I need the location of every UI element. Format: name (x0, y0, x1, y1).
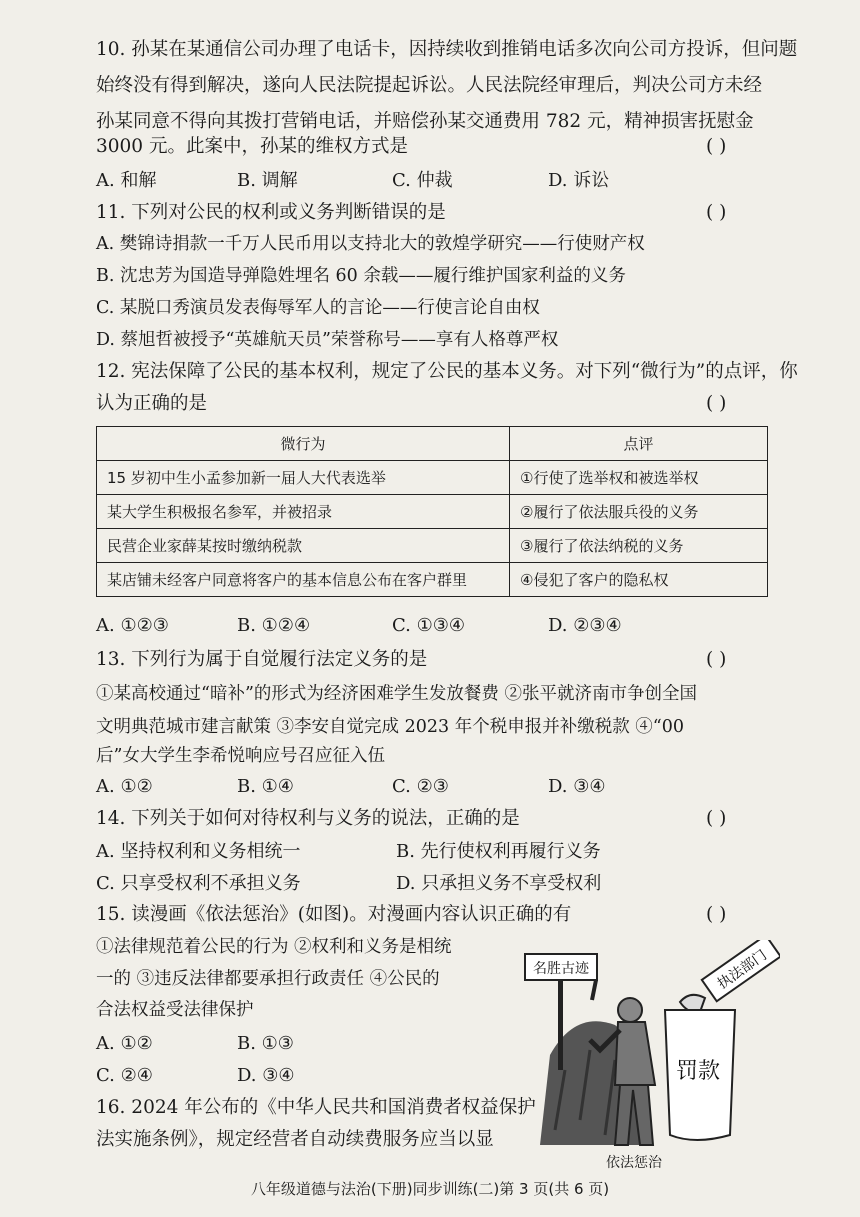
q11-choice: C. 某脱口秀演员发表侮辱军人的言论——行使言论自由权 (96, 298, 540, 318)
answer-paren: ( ) (706, 202, 727, 223)
option-d: D. ③④ (548, 776, 606, 797)
table-row (97, 529, 768, 563)
page-footer: 八年级道德与法治(下册)同步训练(二)第 3 页(共 6 页) (250, 1180, 610, 1198)
table-cell: 某店铺未经客户同意将客户的基本信息公布在客户群里 (97, 563, 510, 597)
chisel (592, 980, 596, 1000)
q15-line: 一的 ③违反法律都要承担行政责任 ④公民的 (96, 969, 440, 989)
table-header-row (97, 427, 768, 461)
option-a: A. 和解 (96, 170, 157, 191)
table-cell: 某大学生积极报名参军，并被招录 (97, 495, 510, 529)
option-a: A. ①②③ (96, 615, 169, 636)
q13-line: ①某高校通过“暗补”的形式为经济困难学生发放餐费 ②张平就济南市争创全国 (96, 684, 697, 704)
q12-line: 认为正确的是 (96, 393, 208, 414)
option-c: C. 仲裁 (392, 170, 453, 191)
option-d: D. ③④ (237, 1065, 295, 1086)
table-cell: ③履行了依法纳税的义务 (510, 529, 768, 563)
q16-line: 16. 2024 年公布的《中华人民共和国消费者权益保护 (96, 1097, 536, 1118)
sign-post (558, 980, 563, 1070)
option-a: A. 坚持权利和义务相统一 (96, 841, 301, 862)
table-row (97, 495, 768, 529)
answer-paren: ( ) (706, 649, 727, 670)
law-enforcement-cartoon (520, 940, 780, 1175)
answer-paren: ( ) (706, 393, 727, 414)
q16-line: 法实施条例》，规定经营者自动续费服务应当以显 (96, 1129, 494, 1150)
q11-choice: D. 蔡旭哲被授予“英雄航天员”荣誉称号——享有人格尊严权 (96, 330, 559, 350)
fine-text: 罚款 (675, 1059, 721, 1084)
table-cell: ①行使了选举权和被选举权 (510, 461, 768, 495)
table-header: 微行为 (97, 427, 510, 461)
option-b: B. ①②④ (237, 615, 311, 636)
q10-line: 3000 元。此案中，孙某的维权方式是 (96, 136, 408, 157)
option-b: B. 调解 (237, 170, 298, 191)
sleeve-text: 执法部门 (714, 947, 770, 993)
option-b: B. ①③ (237, 1033, 294, 1054)
option-d: D. 只承担义务不享受权利 (396, 873, 602, 894)
option-c: C. 只享受权利不承担义务 (96, 873, 301, 894)
q10-line: 孙某同意不得向其拨打营销电话，并赔偿孙某交通费用 782 元，精神损害抚慰金 (96, 111, 754, 132)
q15-stem: 15. 读漫画《依法惩治》(如图)。对漫画内容认识正确的有 (96, 904, 572, 925)
cartoon-caption: 依法惩治 (606, 1155, 662, 1171)
option-c: C. ②④ (96, 1065, 153, 1086)
sign-text: 名胜古迹 (533, 961, 589, 977)
micro-behavior-table (96, 426, 768, 597)
q11-choice: A. 樊锦诗捐款一千万人民币用以支持北大的敦煌学研究——行使财产权 (96, 234, 645, 254)
option-a: A. ①② (96, 776, 153, 797)
option-b: B. ①④ (237, 776, 294, 797)
option-d: D. 诉讼 (548, 170, 610, 191)
option-d: D. ②③④ (548, 615, 622, 636)
q15-line: 合法权益受法律保护 (96, 1000, 254, 1020)
table-cell: ②履行了依法服兵役的义务 (510, 495, 768, 529)
table-cell: ④侵犯了客户的隐私权 (510, 563, 768, 597)
q13-line: 后”女大学生李希悦响应号召应征入伍 (96, 746, 385, 766)
table-cell: 民营企业家薛某按时缴纳税款 (97, 529, 510, 563)
q14-stem: 14. 下列关于如何对待权利与义务的说法，正确的是 (96, 808, 520, 829)
q12-line: 12. 宪法保障了公民的基本权利，规定了公民的基本义务。对下列“微行为”的点评，你 (96, 361, 798, 382)
answer-paren: ( ) (706, 808, 727, 829)
table-header: 点评 (510, 427, 768, 461)
q10-line: 始终没有得到解决，遂向人民法院提起诉讼。人民法院经审理后，判决公司方未经 (96, 75, 763, 96)
table-row (97, 563, 768, 597)
q11-stem: 11. 下列对公民的权利或义务判断错误的是 (96, 202, 446, 223)
option-c: C. ①③④ (392, 615, 465, 636)
table-row (97, 461, 768, 495)
q11-choice: B. 沈忠芳为国造导弹隐姓埋名 60 余载——履行维护国家利益的义务 (96, 266, 626, 286)
man-head (618, 998, 642, 1022)
answer-paren: ( ) (706, 904, 727, 925)
answer-paren: ( ) (706, 136, 727, 157)
table-cell: 15 岁初中生小孟参加新一届人大代表选举 (97, 461, 510, 495)
q10-line: 10. 孙某在某通信公司办理了电话卡，因持续收到推销电话多次向公司方投诉，但问题 (96, 39, 798, 60)
option-c: C. ②③ (392, 776, 449, 797)
option-a: A. ①② (96, 1033, 153, 1054)
option-b: B. 先行使权利再履行义务 (396, 841, 601, 862)
q13-line: 文明典范城市建言献策 ③李安自觉完成 2023 年个税申报并补缴税款 ④“00 (96, 717, 684, 737)
q15-line: ①法律规范着公民的行为 ②权利和义务是相统 (96, 937, 452, 957)
q13-stem: 13. 下列行为属于自觉履行法定义务的是 (96, 649, 428, 670)
